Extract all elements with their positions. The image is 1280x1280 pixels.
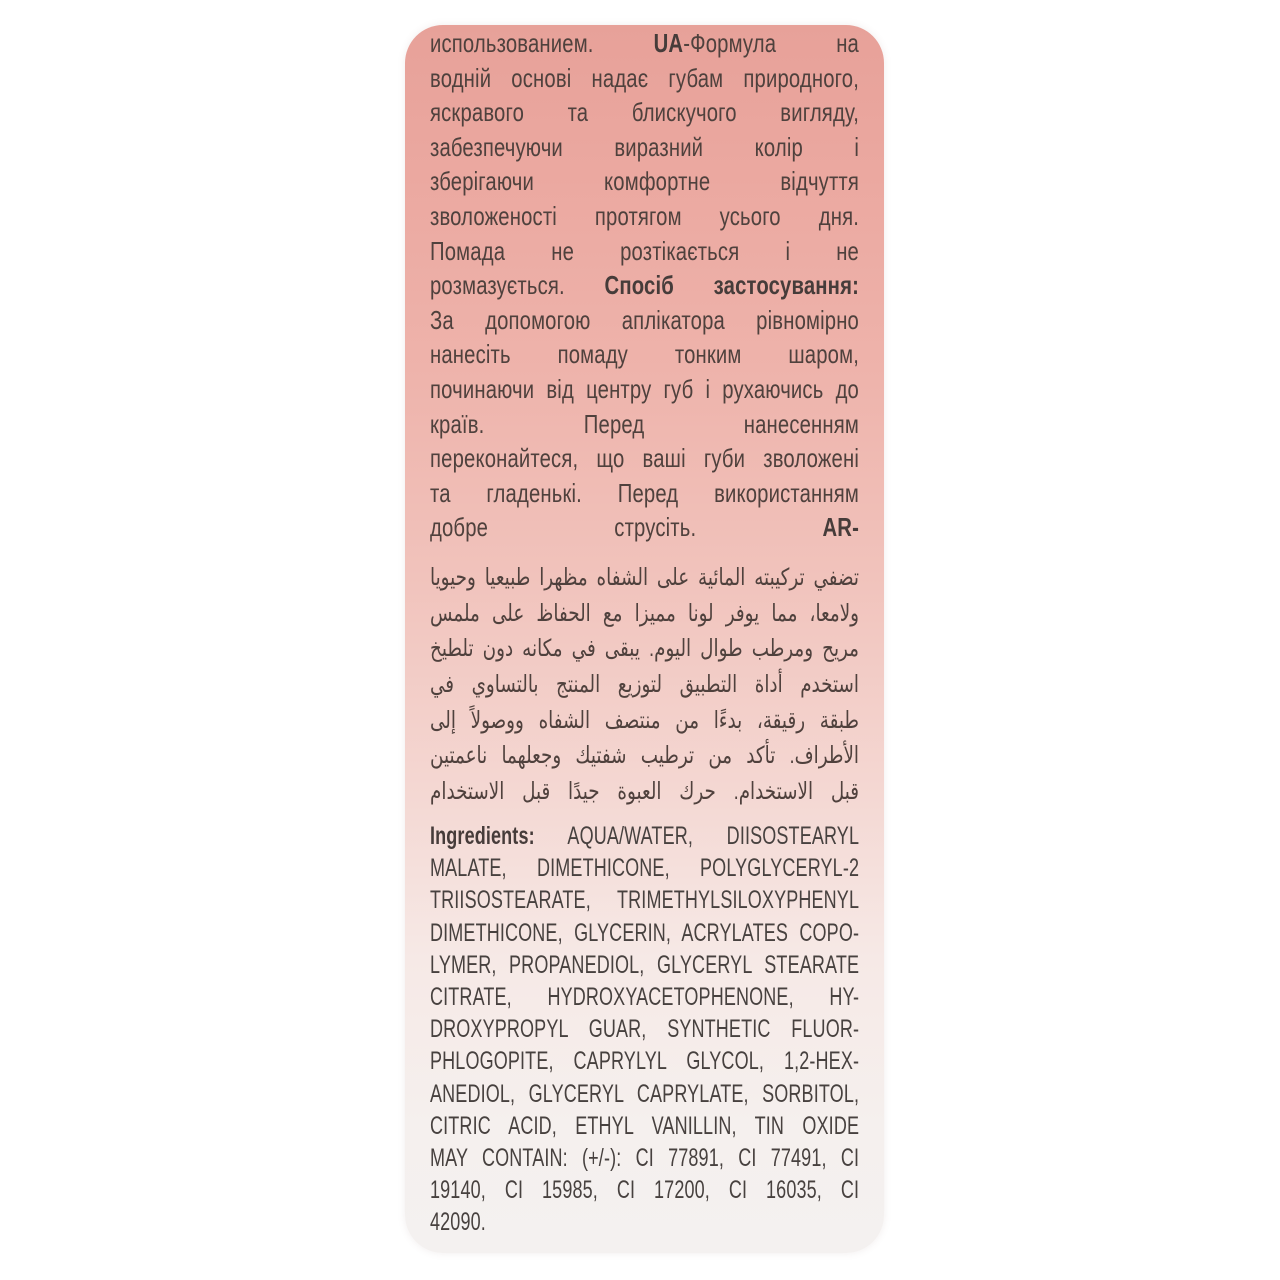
text-segment: ANEDIOL, GLYCERYL CAPRYLATE, SORBITOL, (430, 1079, 860, 1108)
text-line (430, 949, 859, 981)
text-line (430, 441, 859, 476)
bold-text-segment: UA (653, 28, 684, 58)
text-line (430, 596, 859, 632)
bold-text-segment: Спосіб застосування: (604, 270, 859, 301)
text-line (430, 738, 859, 774)
text-line (430, 510, 859, 545)
text-segment: الأطراف. تأكد من ترطيب شفتيك وجعلهما ناعمتين (430, 742, 859, 769)
text-segment: Помада не розтікається і не (430, 235, 859, 266)
text-line (430, 268, 859, 303)
text-line (430, 884, 859, 916)
text-line (430, 631, 859, 667)
text-segment: забезпечуючи виразний колір і (430, 131, 859, 162)
text-line (430, 820, 859, 852)
text-segment: яскравого та блискучого вигляду, (430, 97, 859, 128)
text-line (430, 61, 859, 96)
text-segment: طبقة رقيقة، بدءًا من منتصف الشفاه ووصولاً إلى (430, 706, 859, 733)
text-line (430, 476, 859, 511)
text-line (430, 774, 859, 810)
text-line (430, 1078, 859, 1110)
text-segment: та гладенькі. Перед використанням (430, 477, 859, 508)
text-segment: PHLOGOPITE, CAPRYLYL GLYCOL, 1,2-HEX- (430, 1047, 860, 1076)
text-segment: 42090. (430, 1208, 486, 1237)
text-segment: країв. Перед нанесенням (430, 408, 859, 439)
text-line (430, 667, 859, 703)
text-line (430, 234, 859, 269)
text-segment: зберігаючи комфортне відчуття (430, 166, 859, 197)
text-line (430, 407, 859, 442)
text-line (430, 1142, 859, 1174)
text-line (430, 372, 859, 407)
text-segment: DROXYPROPYL GUAR, SYNTHETIC FLUOR- (430, 1015, 860, 1044)
text-segment: розмазується. (430, 270, 605, 301)
text-segment: добре струсіть. (430, 512, 823, 543)
text-segment: нанесіть помаду тонким шаром, (430, 339, 859, 370)
text-segment: CITRATE, HYDROXYACETOPHENONE, HY- (430, 982, 860, 1011)
text-segment: تضفي تركيبته المائية على الشفاه مظهرا طبيعيا وحيويا (430, 564, 859, 590)
text-segment: LYMER, PROPANEDIOL, GLYCERYL STEARATE (430, 950, 860, 979)
text-line (430, 337, 859, 372)
text-segment: водній основі надає губам природного, (430, 62, 859, 93)
text-segment: AQUA/WATER, DIISOSTEARYL (534, 822, 860, 850)
usage-text-arabic (430, 560, 859, 810)
text-line (430, 1206, 859, 1238)
text-line (430, 164, 859, 199)
bold-text-segment: AR- (822, 512, 859, 543)
text-segment: TRIISOSTEARATE, TRIMETHYLSILOXYPHENYL (430, 886, 860, 915)
text-segment: использованием. (430, 28, 654, 58)
text-segment: переконайтеся, що ваші губи зволожені (430, 443, 859, 474)
text-segment: ولامعا، مما يوفر لونا مميزا مع الحفاظ على ملمس (430, 599, 859, 626)
text-line (430, 981, 859, 1013)
text-segment: DIMETHICONE, GLYCERIN, ACRYLATES COPO- (430, 918, 860, 947)
product-label (405, 25, 884, 1253)
text-segment: MAY CONTAIN: (+/-): CI 77891, CI 77491, CI (430, 1143, 860, 1172)
text-line (430, 703, 859, 739)
text-line (430, 1174, 859, 1206)
text-line (430, 1013, 859, 1045)
text-line (430, 199, 859, 234)
text-segment: 19140, CI 15985, CI 17200, CI 16035, CI (430, 1176, 860, 1205)
text-line (430, 130, 859, 165)
text-line (430, 303, 859, 338)
text-segment: зволоженості протягом усього дня. (430, 200, 859, 231)
text-line (430, 560, 859, 596)
text-segment: قبل الاستخدام. حرك العبوة جيدًا قبل الاستخدام (430, 778, 859, 805)
ingredients-list (430, 820, 859, 1238)
bold-text-segment: Ingredients: (430, 822, 535, 850)
text-line (430, 852, 859, 884)
text-line (430, 26, 859, 61)
text-segment: مريح ومرطب طوال اليوم. يبقى في مكانه دون تلطيخ (430, 635, 859, 662)
text-segment: -Формула на (683, 28, 859, 58)
usage-text-cyrillic (430, 26, 859, 545)
text-line (430, 1110, 859, 1142)
text-segment: استخدم أداة التطبيق لتوزيع المنتج بالتساوي في (430, 671, 859, 698)
text-line (430, 95, 859, 130)
text-line (430, 917, 859, 949)
text-segment: починаючи від центру губ і рухаючись до (430, 373, 859, 404)
text-line (430, 1045, 859, 1077)
text-segment: За допомогою аплікатора рівномірно (430, 304, 859, 335)
text-segment: MALATE, DIMETHICONE, POLYGLYCERYL-2 (430, 854, 860, 883)
text-segment: CITRIC ACID, ETHYL VANILLIN, TIN OXIDE (430, 1111, 860, 1140)
